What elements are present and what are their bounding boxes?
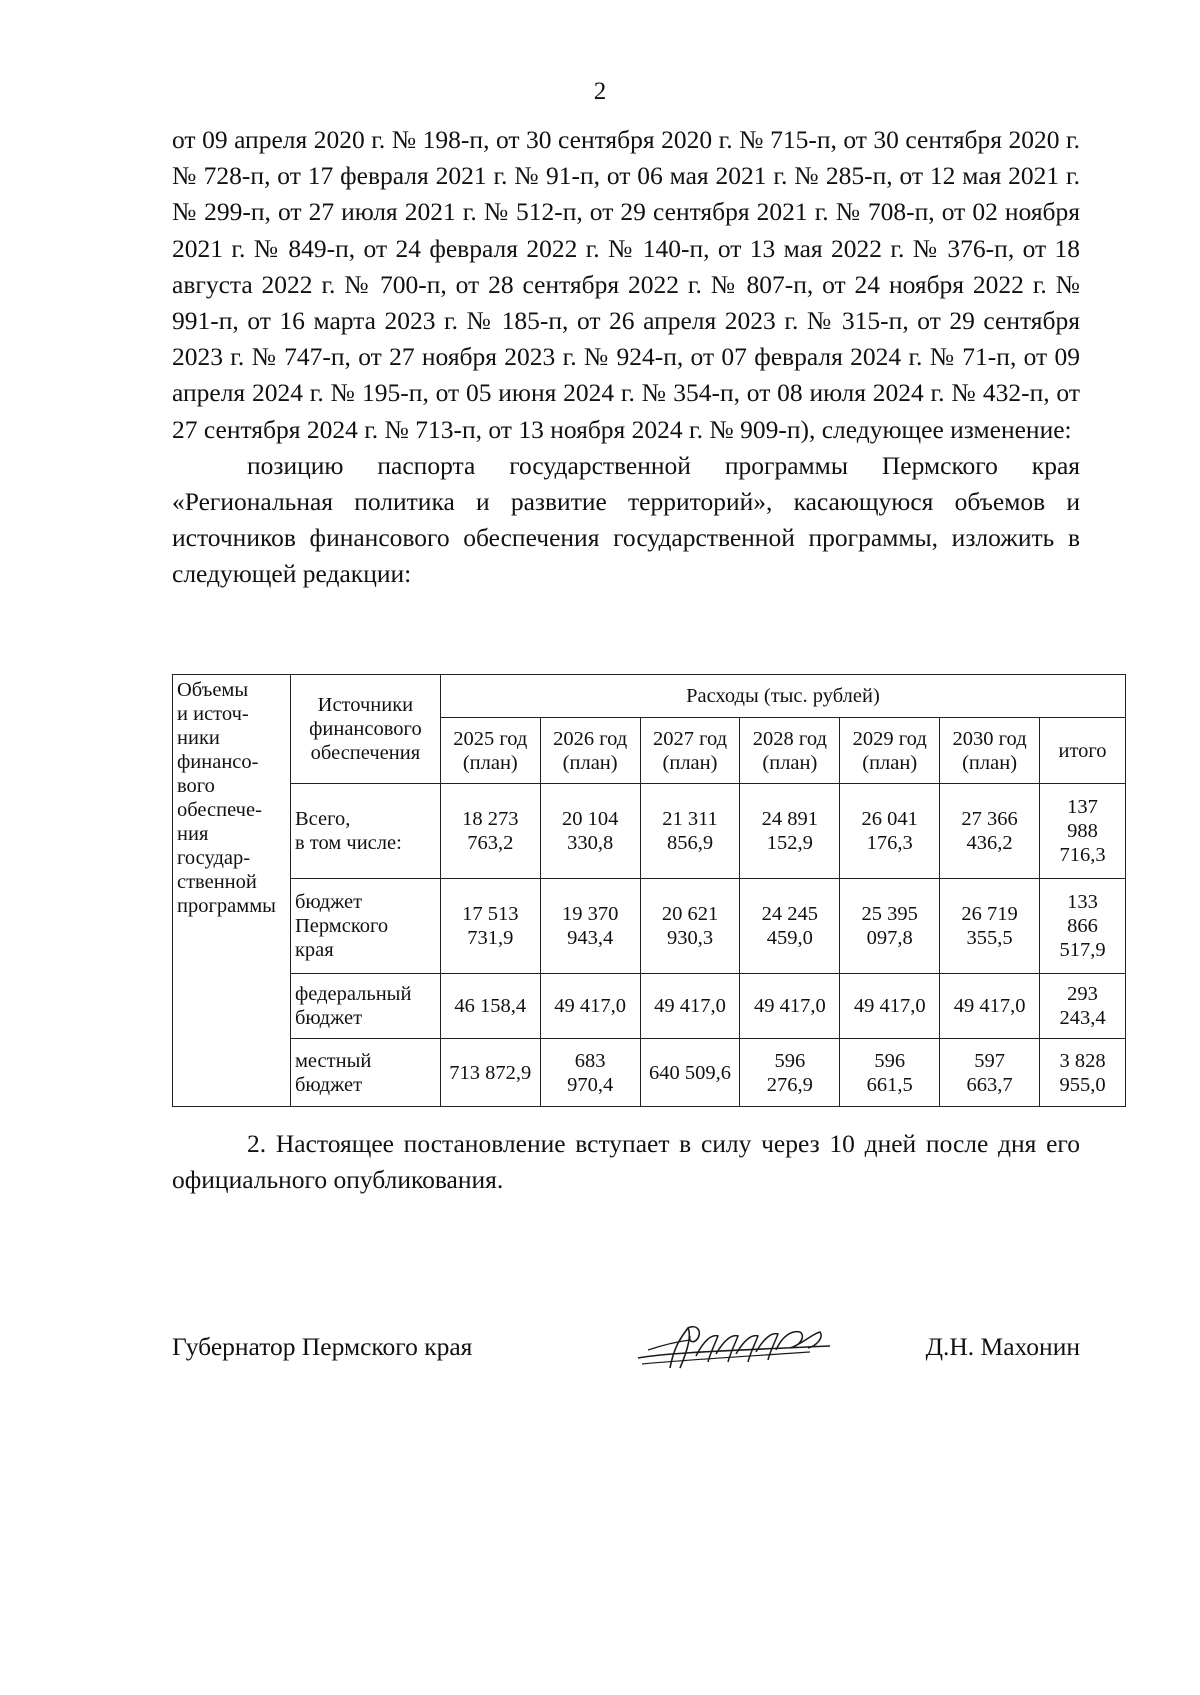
total-cell: 293 243,4 bbox=[1040, 974, 1126, 1039]
closing-section bbox=[172, 1126, 1080, 1198]
document-body bbox=[172, 122, 1080, 593]
value-cell: 20 621 930,3 bbox=[640, 879, 740, 974]
value-cell: 26 719 355,5 bbox=[940, 879, 1040, 974]
value-cell: 24 245 459,0 bbox=[740, 879, 840, 974]
source-cell: бюджет Пермского края bbox=[290, 879, 440, 974]
value-cell: 21 311 856,9 bbox=[640, 784, 740, 879]
year-header: 2025 год (план) bbox=[440, 718, 540, 784]
value-cell: 596 661,5 bbox=[840, 1039, 940, 1107]
year-header: 2028 год (план) bbox=[740, 718, 840, 784]
value-cell: 713 872,9 bbox=[440, 1039, 540, 1107]
signature-icon bbox=[630, 1306, 860, 1376]
table-row bbox=[173, 974, 1126, 1039]
intro-paragraph: от 09 апреля 2020 г. № 198-п, от 30 сентября 2020 г. № 715-п, от 30 сентября 2020 г. № 728-п, от 17 февраля 2021 г. № 91-п, от 06 мая 2021 г. № 285-п, от 12 мая 2021 г. № 299-п, от 27 июля 2021 г. № 512-п, от 29 сентября 2021 г. № 708-п, от 02 ноября 2021 г. № 849-п, от 24 февраля 2022 г. № 140-п, от 13 мая 2022 г. № 376-п, от 18 августа 2022 г. № 700-п, от 28 сентября 2022 г. № 807-п, от 24 ноября 2022 г. № 991-п, от 16 марта 2023 г. № 185-п, от 26 апреля 2023 г. № 315-п, от 29 сентября 2023 г. № 747-п, от 27 ноября 2023 г. № 924-п, от 07 февраля 2024 г. № 71-п, от 09 апреля 2024 г. № 195-п, от 05 июня 2024 г. № 354-п, от 08 июля 2024 г. № 432-п, от 27 сентября 2024 г. № 713-п, от 13 ноября 2024 г. № 909-п), следующее изменение: bbox=[172, 125, 1080, 444]
value-cell: 26 041 176,3 bbox=[840, 784, 940, 879]
source-cell: местный бюджет bbox=[290, 1039, 440, 1107]
signatory-title: Губернатор Пермского края bbox=[172, 1332, 473, 1361]
value-cell: 27 366 436,2 bbox=[940, 784, 1040, 879]
value-cell: 597 663,7 bbox=[940, 1039, 1040, 1107]
total-cell: 133 866 517,9 bbox=[1040, 879, 1126, 974]
signatory-name: Д.Н. Махонин bbox=[925, 1332, 1080, 1361]
value-cell: 25 395 097,8 bbox=[840, 879, 940, 974]
value-cell: 683 970,4 bbox=[540, 1039, 640, 1107]
value-cell: 49 417,0 bbox=[940, 974, 1040, 1039]
row-label-cell: Объемы и источ- ники финансо- вого обеспече- ния государ- ственной программы bbox=[173, 675, 291, 1107]
year-header: 2026 год (план) bbox=[540, 718, 640, 784]
value-cell: 20 104 330,8 bbox=[540, 784, 640, 879]
expenses-header: Расходы (тыс. рублей) bbox=[440, 675, 1125, 718]
year-header: 2029 год (план) bbox=[840, 718, 940, 784]
position-paragraph: позицию паспорта государственной программы Пермского края «Региональная политика и развитие территорий», касающуюся объемов и источников финансового обеспечения государственной программы, изложить в следующей редакции: bbox=[172, 450, 1080, 589]
sources-header: Источники финансового обеспечения bbox=[290, 675, 440, 784]
year-header: 2027 год (план) bbox=[640, 718, 740, 784]
total-header: итого bbox=[1040, 718, 1126, 784]
total-cell: 137 988 716,3 bbox=[1040, 784, 1126, 879]
total-cell: 3 828 955,0 bbox=[1040, 1039, 1126, 1107]
source-cell: федеральный бюджет bbox=[290, 974, 440, 1039]
value-cell: 596 276,9 bbox=[740, 1039, 840, 1107]
value-cell: 19 370 943,4 bbox=[540, 879, 640, 974]
page-number: 2 bbox=[593, 78, 607, 105]
source-cell: Всего, в том числе: bbox=[290, 784, 440, 879]
table-row bbox=[173, 784, 1126, 879]
financing-table bbox=[172, 674, 1126, 1107]
value-cell: 18 273 763,2 bbox=[440, 784, 540, 879]
closing-paragraph: 2. Настоящее постановление вступает в силу через 10 дней после дня его официального опубликования. bbox=[172, 1129, 1080, 1195]
value-cell: 46 158,4 bbox=[440, 974, 540, 1039]
table-header-row bbox=[173, 675, 1126, 718]
value-cell: 49 417,0 bbox=[840, 974, 940, 1039]
value-cell: 49 417,0 bbox=[740, 974, 840, 1039]
year-header: 2030 год (план) bbox=[940, 718, 1040, 784]
value-cell: 17 513 731,9 bbox=[440, 879, 540, 974]
value-cell: 24 891 152,9 bbox=[740, 784, 840, 879]
table-row bbox=[173, 1039, 1126, 1107]
value-cell: 49 417,0 bbox=[540, 974, 640, 1039]
value-cell: 640 509,6 bbox=[640, 1039, 740, 1107]
table-row bbox=[173, 879, 1126, 974]
value-cell: 49 417,0 bbox=[640, 974, 740, 1039]
